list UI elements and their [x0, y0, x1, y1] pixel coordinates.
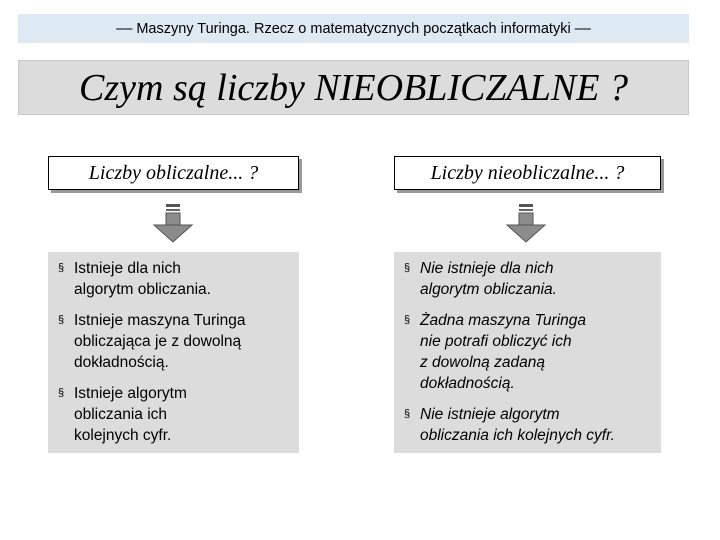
right-panel	[394, 252, 661, 453]
right-heading: Liczby nieobliczalne... ?	[430, 161, 625, 184]
bullet: §	[58, 314, 65, 326]
right-heading-box	[394, 156, 661, 190]
list-item	[404, 310, 651, 394]
left-heading: Liczby obliczalne... ?	[88, 161, 259, 184]
list-item-text: Istnieje maszyna Turinga obliczająca je z dowolną dokładnością.	[74, 312, 246, 371]
header-text: –– Maszyny Turinga. Rzecz o matematycznych początkach informatyki ––	[116, 20, 591, 37]
list-item-text: Żadna maszyna Turinga nie potrafi obliczyć ich z dowolną zadaną dokładnością.	[420, 312, 586, 392]
left-panel	[48, 252, 299, 453]
list-item-text: Nie istnieje algorytm obliczania ich kolejnych cyfr.	[420, 406, 615, 444]
list-item	[404, 404, 651, 446]
down-arrow-icon	[505, 203, 547, 243]
list-item	[404, 258, 651, 300]
bullet: §	[404, 262, 411, 274]
bullet: §	[58, 262, 65, 274]
header-bar	[18, 14, 689, 43]
list-item-text: Istnieje dla nich algorytm obliczania.	[74, 260, 211, 298]
list-item	[58, 383, 289, 446]
bullet: §	[404, 408, 411, 420]
list-item	[58, 310, 289, 373]
left-heading-box	[48, 156, 299, 190]
slide-title: Czym są liczby NIEOBLICZALNE ?	[79, 66, 628, 109]
down-arrow-icon	[152, 203, 194, 243]
list-item	[58, 258, 289, 300]
list-item-text: Nie istnieje dla nich algorytm obliczania.	[420, 260, 557, 298]
bullet: §	[58, 387, 65, 399]
slide-title-bar	[18, 60, 689, 115]
list-item-text: Istnieje algorytm obliczania ich kolejnych cyfr.	[74, 385, 187, 444]
bullet: §	[404, 314, 411, 326]
